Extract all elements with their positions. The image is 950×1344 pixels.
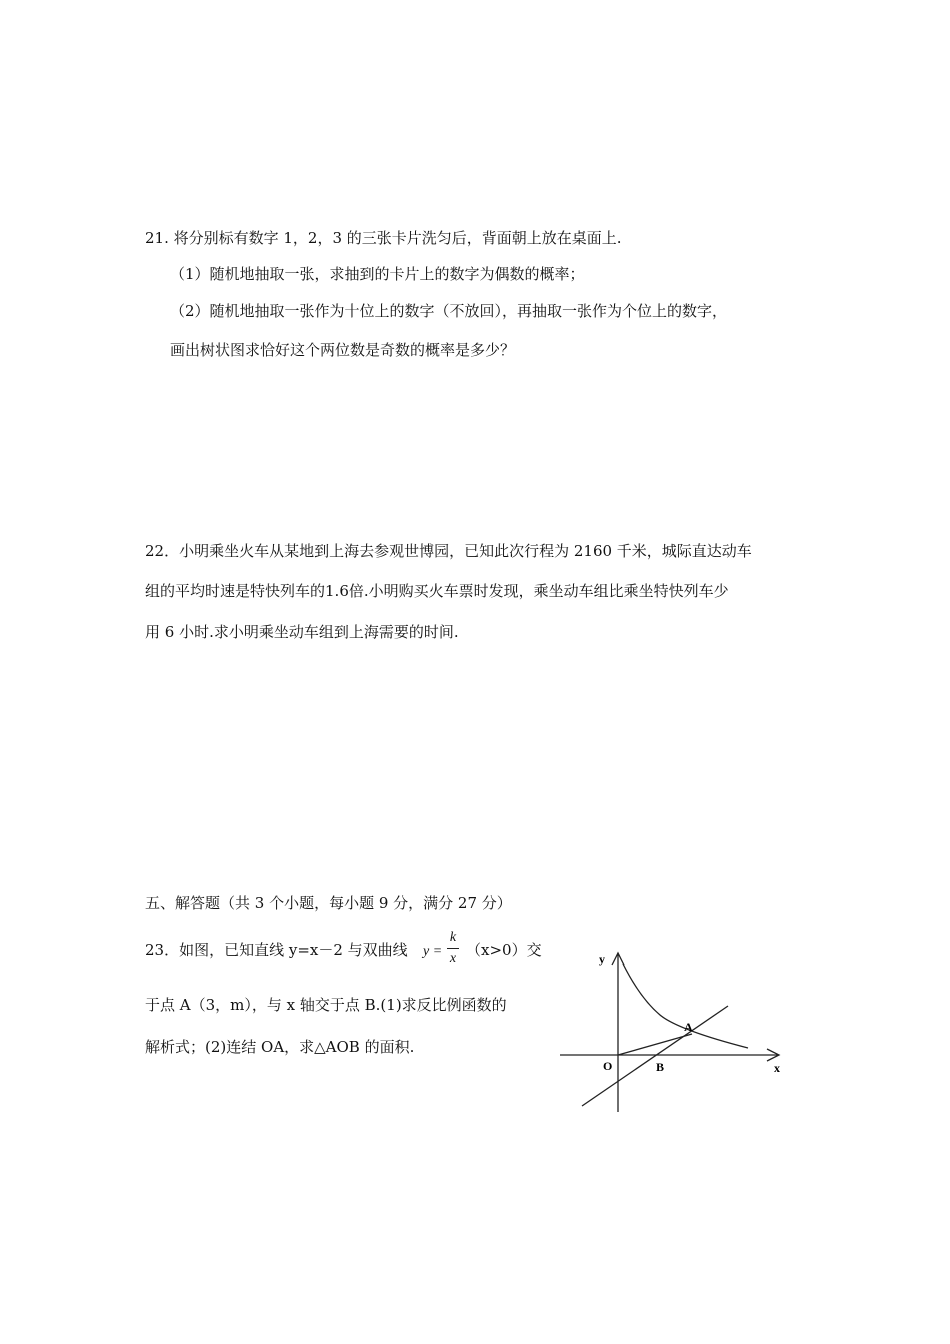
label-b: B bbox=[656, 1060, 665, 1074]
q23-line2: 于点 A（3，m），与 x 轴交于点 B.(1)求反比例函数的 bbox=[145, 996, 507, 1014]
q23-formula-denominator: x bbox=[449, 951, 457, 966]
section5-heading: 五、解答题（共 3 个小题，每小题 9 分，满分 27 分） bbox=[145, 894, 512, 912]
line-ab bbox=[582, 1006, 728, 1106]
label-y: y bbox=[599, 952, 605, 966]
q23-formula-lhs: y = bbox=[423, 944, 443, 959]
q22-line2: 组的平均时速是特快列车的1.6倍.小明购买火车票时发现，乘坐动车组比乘坐特快列车少 bbox=[145, 582, 729, 600]
q23-line1-post: （x>0）交 bbox=[466, 941, 542, 959]
q22-line1: 22．小明乘坐火车从某地到上海去参观世博园，已知此次行程为 2160 千米，城际直达动车 bbox=[145, 542, 752, 560]
q22-line3: 用 6 小时.求小明乘坐动车组到上海需要的时间. bbox=[145, 623, 459, 641]
label-a: A bbox=[684, 1020, 693, 1034]
label-x: x bbox=[774, 1061, 780, 1075]
q23-figure bbox=[552, 948, 792, 1128]
q23-line1-pre: 23．如图，已知直线 y=x－2 与双曲线 bbox=[145, 941, 408, 959]
q23-formula-fraction bbox=[447, 930, 459, 967]
q23-line3: 解析式；(2)连结 OA，求△AOB 的面积. bbox=[145, 1038, 415, 1056]
q21-part2-line1: （2）随机地抽取一张作为十位上的数字（不放回），再抽取一张作为个位上的数字， bbox=[170, 302, 728, 320]
q21-part2-line2: 画出树状图求恰好这个两位数是奇数的概率是多少？ bbox=[170, 341, 516, 359]
q23-formula-numerator: k bbox=[449, 930, 457, 945]
q21-part1: （1）随机地抽取一张，求抽到的卡片上的数字为偶数的概率； bbox=[170, 265, 585, 283]
q23-formula-bar bbox=[447, 948, 459, 949]
q21-stem: 21. 将分别标有数字 1，2，3 的三张卡片洗匀后，背面朝上放在桌面上. bbox=[145, 229, 622, 247]
label-o: O bbox=[603, 1059, 613, 1073]
segment-oa bbox=[618, 1034, 692, 1055]
